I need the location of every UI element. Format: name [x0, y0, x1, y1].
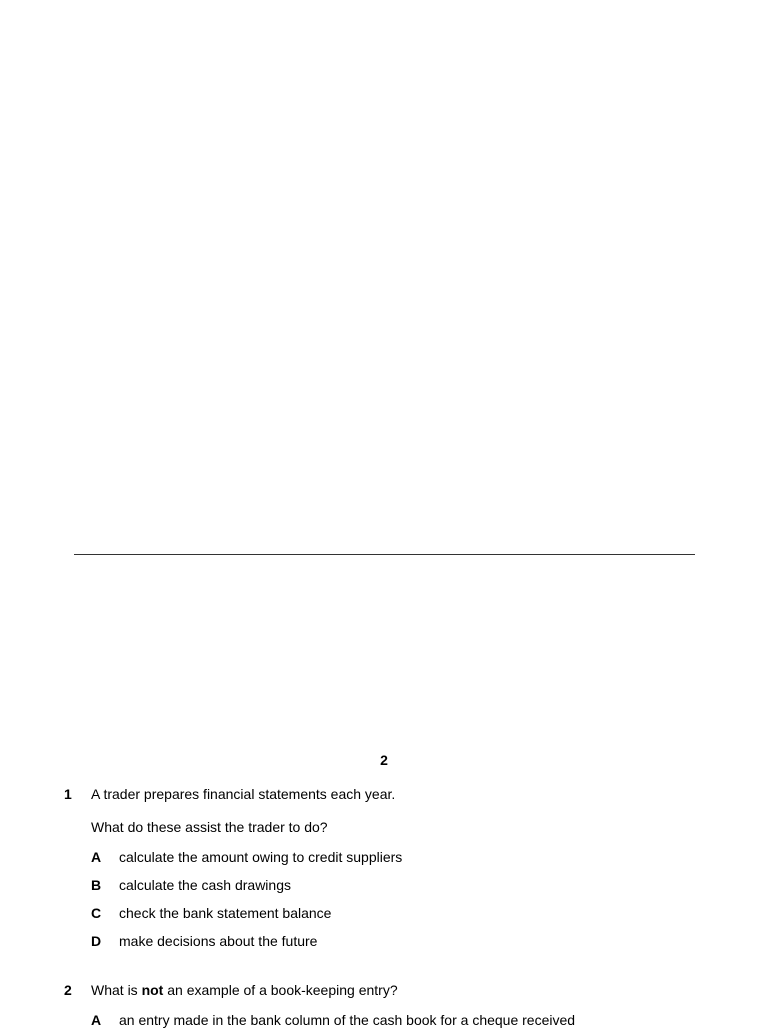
option-text: calculate the cash drawings	[119, 877, 291, 893]
option-letter: C	[91, 905, 102, 921]
option-letter: A	[91, 849, 102, 865]
option-text: calculate the amount owing to credit suppliers	[119, 849, 403, 865]
question-number: 2	[64, 982, 72, 998]
option-letter: B	[91, 877, 102, 893]
page-number: 2	[380, 752, 388, 768]
option-text: an entry made in the bank column of the cash book for a cheque received	[119, 1012, 576, 1028]
stem-part: What is	[91, 982, 142, 998]
option-letter: A	[91, 1012, 102, 1028]
question-stem	[91, 982, 398, 998]
question-number: 1	[64, 786, 72, 802]
question-stem: A trader prepares financial statements each year.	[91, 786, 396, 802]
option-text: make decisions about the future	[119, 933, 318, 949]
stem-part: an example of a book-keeping entry?	[163, 982, 398, 998]
option-text: check the bank statement balance	[119, 905, 332, 921]
question-prompt: What do these assist the trader to do?	[91, 819, 328, 835]
option-letter: D	[91, 933, 102, 949]
stem-emphasis: not	[141, 982, 164, 998]
horizontal-rule	[74, 554, 695, 555]
